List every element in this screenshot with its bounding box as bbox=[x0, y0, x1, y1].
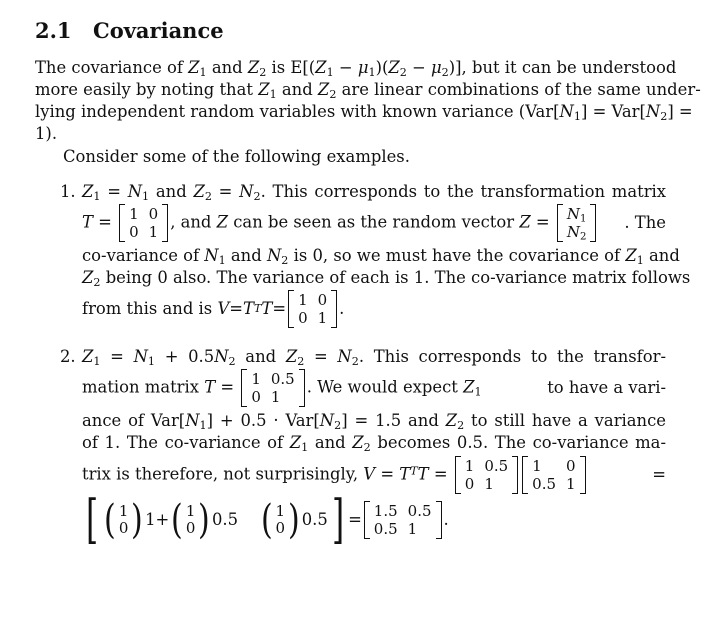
matrix-t-1: 1 0 0 1 bbox=[119, 204, 168, 242]
item-1-line-5: from this and is V = T T T = 1 0 0 1 . bbox=[82, 291, 345, 327]
item-2-line-1: $Z_1 = N_1 + 0.5N_2$ and $Z_2 = N_2$. This corresponds to the transfor- bbox=[82, 347, 666, 368]
item-2-line-6: [ ( 1 0 ) 1 + ( 1 0 ) 0.5 ( 1 0 ) 0.5 ] = 1.5 0.5 0.5 1 . bbox=[86, 490, 449, 550]
section-heading bbox=[35, 17, 224, 45]
item-1-line-1: $Z_1 = N_1$ and $Z_2 = N_2$. This corresponds to the transformation matrix bbox=[82, 182, 667, 203]
matrix-a-2: 1 0.5 0 1 bbox=[455, 456, 518, 494]
vector-2: ( 1 0 ) bbox=[171, 497, 211, 543]
matrix-b-2: 1 0 0.5 1 bbox=[522, 456, 585, 494]
item-1-label: 1. bbox=[60, 182, 76, 201]
vector-1: ( 1 0 ) bbox=[104, 497, 144, 543]
examples-intro: Consider some of the following examples. bbox=[63, 147, 410, 166]
matrix-t-2: 1 0.5 0 1 bbox=[241, 369, 304, 407]
item-2-line-2: mation matrix T = 1 0.5 0 1 . We would expect $Z_1$ to have a vari- bbox=[82, 370, 666, 406]
section-number: 2.1 bbox=[35, 18, 72, 43]
intro-line-4: 1). bbox=[35, 124, 58, 143]
intro-line-2: more easily by noting that $Z_1$ and $Z_2$ are linear combinations of the same under- bbox=[35, 80, 701, 101]
item-2-line-5: trix is therefore, not surprisingly, $V = T^TT$ = 1 0.5 0 1 1 0 0.5 1 = bbox=[82, 457, 666, 493]
vector-z-1: $N_1$ $N_2$ bbox=[557, 204, 597, 242]
item-2-label: 2. bbox=[60, 347, 76, 366]
item-2-line-3: ance of $Var[N_1] + 0.5 \cdot Var[N_2] = 1.5$ and $Z_2$ to still have a variance bbox=[82, 411, 666, 432]
item-1-line-4: $Z_2$ being 0 also. The variance of each is 1. The co-variance matrix follows bbox=[82, 268, 691, 289]
matrix-v-2: 1.5 0.5 0.5 1 bbox=[364, 501, 442, 539]
intro-line-3: lying independent random variables with known variance ($Var[N_1] = Var[N_2]$ = bbox=[35, 102, 693, 123]
matrix-v-1: 1 0 0 1 bbox=[288, 290, 337, 328]
vector-3: ( 1 0 ) bbox=[260, 497, 300, 543]
section-title: Covariance bbox=[93, 18, 224, 43]
item-1-line-2: T = 1 0 0 1 , and Z can be seen as the random vector Z = $N_1$ $N_2$ . The bbox=[82, 205, 666, 243]
item-2-line-4: of 1. The co-variance of $Z_1$ and $Z_2$ becomes 0.5. The co-variance ma- bbox=[82, 433, 666, 454]
intro-line-1: The covariance of $Z_1$ and $Z_2$ is $E[(Z_1 - \mu_1)(Z_2 - \mu_2)]$, but it can be understood bbox=[35, 58, 677, 79]
item-1-line-3: co-variance of $N_1$ and $N_2$ is 0, so we must have the covariance of $Z_1$ and bbox=[82, 246, 680, 267]
